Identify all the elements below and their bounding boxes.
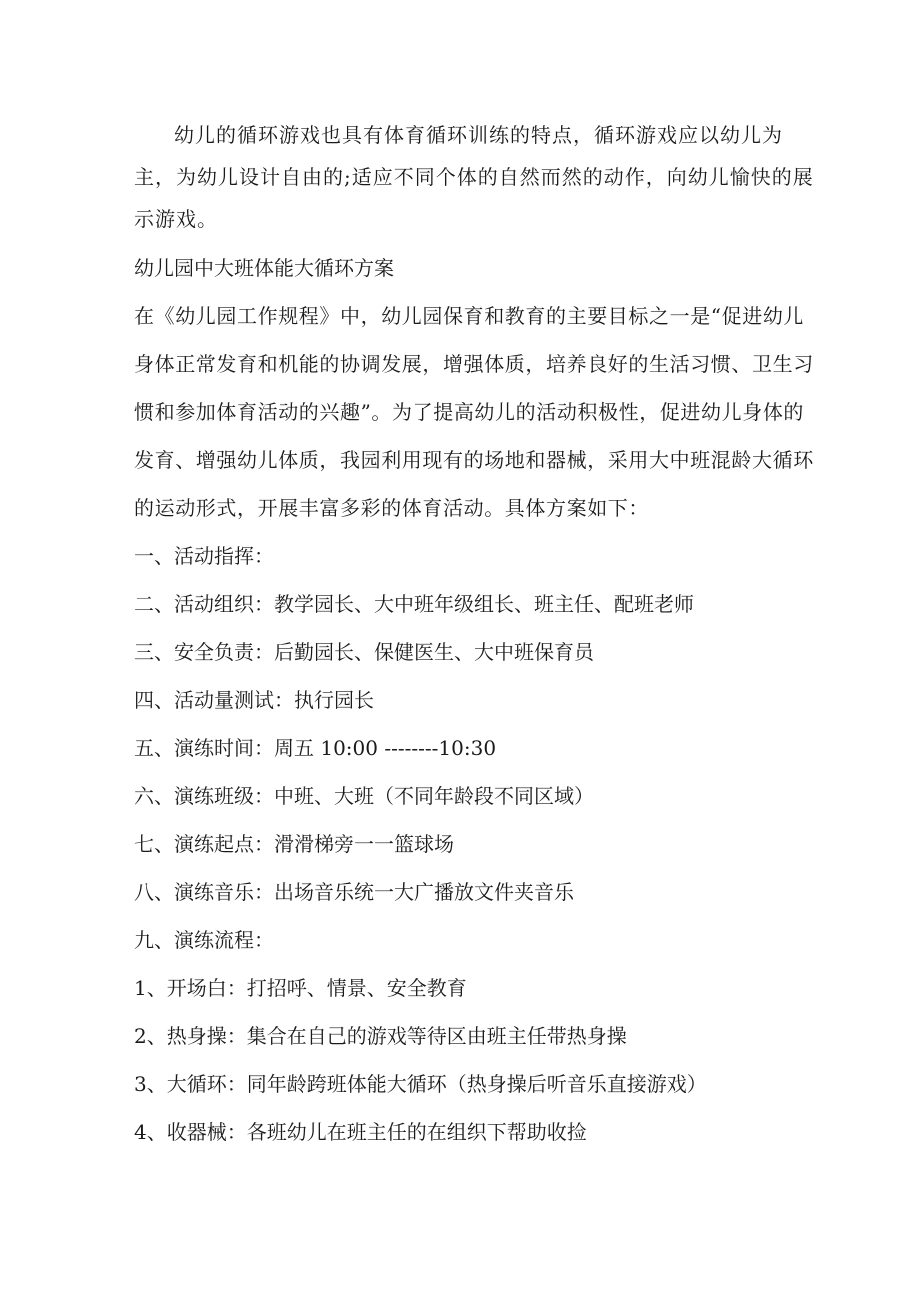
list-item: 三、安全负责：后勤园长、保健医生、大中班保育员: [134, 640, 594, 664]
step-item: 4、收器械：各班幼儿在班主任的在组织下帮助收捡: [134, 1120, 587, 1144]
body-paragraph: 在《幼儿园工作规程》中，幼儿园保育和教育的主要目标之一是“促进幼儿身体正常发育和机能的协调发展，增强体质，培养良好的生活习惯、卫生习惯和参加体育活动的兴趣”。为了提高幼儿的活动积极性，促进幼儿身体的发育、增强幼儿体质，我园利用现有的场地和器械，采用大中班混龄大循环的运动形式，开展丰富多彩的体育活动。具体方案如下：: [134, 304, 814, 520]
list-item: 七、演练起点：滑滑梯旁一一篮球场: [134, 832, 454, 856]
step-item: 1、开场白：打招呼、情景、安全教育: [134, 976, 467, 1000]
list-item: 五、演练时间：周五 10:00 --------10:30: [134, 736, 497, 760]
document-content: [134, 114, 824, 1156]
list-item: 二、活动组织：教学园长、大中班年级组长、班主任、配班老师: [134, 592, 694, 616]
list-item: 一、活动指挥：: [134, 544, 274, 568]
list-item: 九、演练流程：: [134, 928, 274, 952]
list-item: 四、活动量测试：执行园长: [134, 688, 374, 712]
list-item: 八、演练音乐：出场音乐统一大广播放文件夹音乐: [134, 880, 574, 904]
list-item: 六、演练班级：中班、大班（不同年龄段不同区域）: [134, 784, 594, 808]
step-item: 2、热身操：集合在自己的游戏等待区由班主任带热身操: [134, 1024, 627, 1048]
intro-paragraph: 幼儿的循环游戏也具有体育循环训练的特点，循环游戏应以幼儿为主，为幼儿设计自由的;适应不同个体的自然而然的动作，向幼儿愉快的展示游戏。: [134, 123, 814, 231]
step-item: 3、大循环：同年龄跨班体能大循环（热身操后听音乐直接游戏）: [134, 1072, 707, 1096]
section-title: 幼儿园中大班体能大循环方案: [134, 256, 394, 280]
